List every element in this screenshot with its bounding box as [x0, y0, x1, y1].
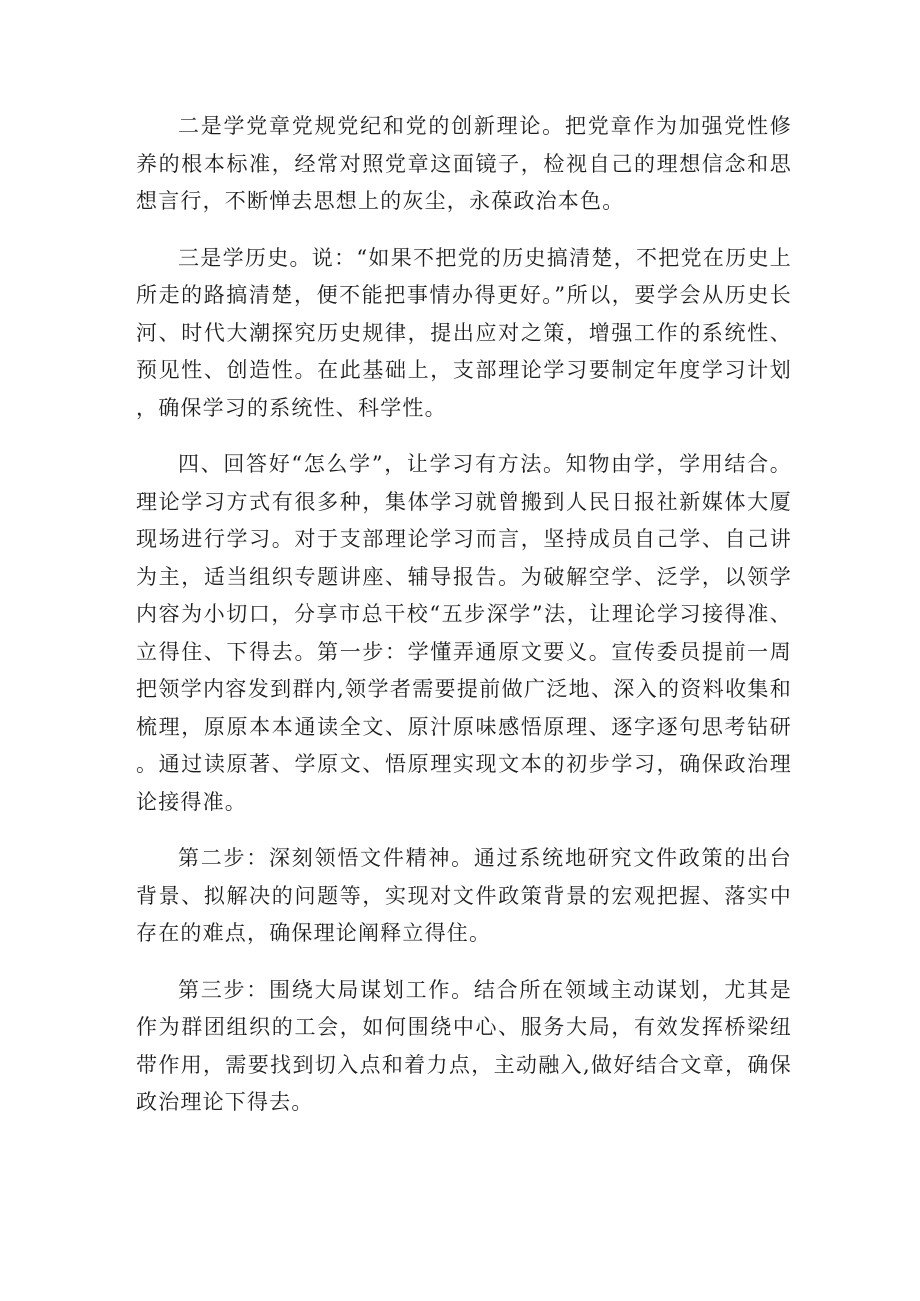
paragraph-history: 三是学历史。说：“如果不把党的历史搞清楚，不把党在历史上所走的路搞清楚，便不能把事情办得更好。”所以，要学会从历史长河、时代大潮探究历史规律，提出应对之策，增强工作的系统性、预见性、创造性。在此基础上，支部理论学习要制定年度学习计划，确保学习的系统性、科学性。 [136, 245, 792, 420]
paragraph-step-three: 第三步：围绕大局谋划工作。结合所在领域主动谋划，尤其是作为群团组织的工会，如何围绕中心、服务大局，有效发挥桥梁纽带作用，需要找到切入点和着力点，主动融入,做好结合文章，确保政治理论下得去。 [136, 977, 792, 1114]
paragraph-party-rules: 二是学党章党规党纪和党的创新理论。把党章作为加强党性修养的根本标准，经常对照党章这面镜子，检视自己的理想信念和思想言行，不断惮去思想上的灰尘，永葆政治本色。 [136, 114, 792, 213]
paragraph-how-to-learn: 四、回答好“怎么学”，让学习有方法。知物由学，学用结合。理论学习方式有很多种，集体学习就曾搬到人民日报社新媒体大厦现场进行学习。对于支部理论学习而言，坚持成员自己学、自己讲为主，适当组织专题讲座、辅导报告。为破解空学、泛学，以领学内容为小切口，分享市总干校“五步深学”法，让理论学习接得准、立得住、下得去。第一步：学懂弄通原文要义。宣传委员提前一周把领学内容发到群内,领学者需要提前做广泛地、深入的资料收集和梳理，原原本本通读全文、原汁原味感悟原理、逐字逐句思考钻研。通过读原著、学原文、悟原理实现文本的初步学习，确保政治理论接得准。 [136, 452, 792, 814]
paragraph-step-two: 第二步：深刻领悟文件精神。通过系统地研究文件政策的出台背景、拟解决的问题等，实现对文件政策背景的宏观把握、落实中存在的难点，确保理论阐释立得住。 [136, 846, 792, 945]
document-body [136, 108, 792, 1141]
